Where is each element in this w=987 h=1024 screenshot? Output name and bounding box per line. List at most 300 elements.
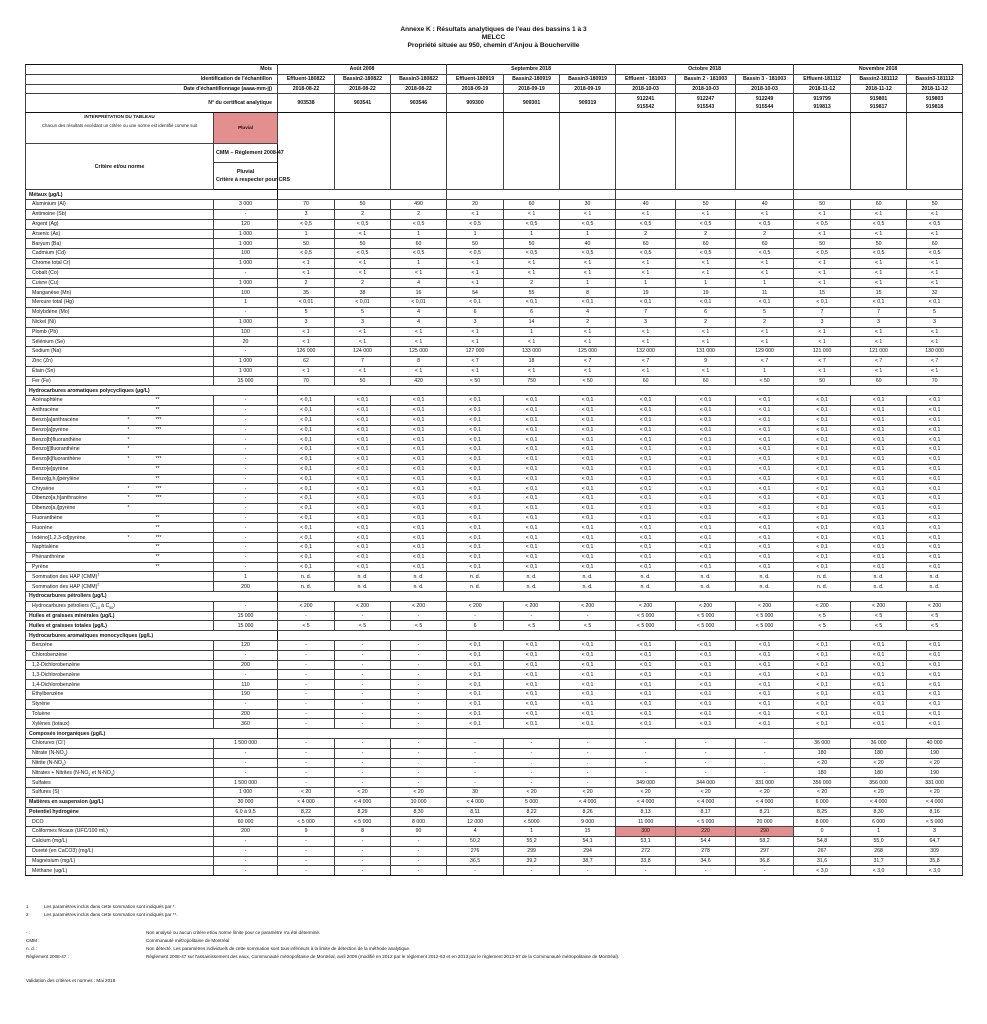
parameter-name-text: Baryum (Ba): [32, 240, 62, 247]
result-value: 331 000: [907, 778, 963, 788]
result-value: < 0,5: [560, 219, 616, 229]
section-header-row: [26, 592, 963, 602]
section-spacer: [616, 592, 794, 602]
result-value: < 5: [794, 621, 851, 631]
result-value: < 1: [794, 268, 851, 278]
result-value: 299: [504, 846, 560, 856]
result-value: n. d.: [616, 572, 676, 582]
result-value: < 1: [907, 278, 963, 288]
result-value: < 0,1: [676, 660, 736, 670]
result-value: -: [278, 641, 335, 651]
result-value: < 0,1: [560, 670, 616, 680]
result-value: -: [391, 768, 447, 778]
result-value: 278: [676, 846, 736, 856]
parameter-name: [26, 670, 214, 680]
result-value: < 1: [278, 337, 335, 347]
result-value: 356 000: [794, 778, 851, 788]
result-value: 39,2: [504, 856, 560, 866]
parameter-name: [26, 641, 214, 651]
subscript: 2: [88, 772, 91, 777]
parameter-name-text: Fluoranthène: [32, 514, 63, 521]
result-value: 129 000: [736, 347, 794, 357]
result-value: 2: [736, 229, 794, 239]
result-value: < 0,1: [736, 513, 794, 523]
result-value: < 0,1: [616, 670, 676, 680]
parameter-name: [26, 768, 214, 778]
result-value: -: [278, 699, 335, 709]
parameter-name-text: Sélénium (Se): [32, 338, 65, 345]
result-value: < 0,1: [736, 552, 794, 562]
result-value: < 0,1: [851, 699, 907, 709]
criterion-value: 1 500 000: [214, 739, 278, 749]
table-row: [26, 719, 963, 729]
parameter-name-text: Nickel (Ni): [32, 319, 56, 326]
definition-term: n. d. :: [26, 946, 38, 951]
footnotes: [26, 903, 178, 919]
sample-id: Effluent-180919: [447, 74, 504, 84]
result-value: 7: [335, 356, 391, 366]
result-value: < 0,1: [335, 503, 391, 513]
footnote-number: 2: [26, 912, 29, 917]
certificate-number-1: 919799: [813, 96, 831, 103]
result-value: < 4 000: [560, 797, 616, 807]
parameter-name: [26, 317, 214, 327]
result-value: < 0,1: [504, 699, 560, 709]
parameter-name-text: 1,2-Dichlorobenzène: [32, 661, 80, 668]
result-value: < 0,5: [907, 249, 963, 259]
result-value: < 0,1: [676, 474, 736, 484]
definition: [26, 945, 619, 953]
section-spacer: [278, 631, 447, 641]
result-value: < 0,5: [851, 249, 907, 259]
result-value: -: [391, 650, 447, 660]
result-value: < 0,1: [447, 680, 504, 690]
result-value: n. d.: [391, 572, 447, 582]
result-value: < 0,1: [391, 435, 447, 445]
result-value: 1: [504, 229, 560, 239]
result-value: < 0,1: [907, 650, 963, 660]
result-value: < 0,1: [616, 454, 676, 464]
result-value: < 1: [278, 366, 335, 376]
criterion-value: -: [214, 494, 278, 504]
result-value: < 0,1: [616, 405, 676, 415]
result-value: < 0,1: [794, 641, 851, 651]
definition: [26, 937, 619, 945]
parameter-name: [26, 454, 128, 464]
result-value: 6: [447, 307, 504, 317]
table-row: [26, 827, 963, 837]
table-row: [26, 503, 963, 513]
result-value: -: [391, 680, 447, 690]
result-value: < 0,1: [560, 699, 616, 709]
superscript: 2: [97, 581, 100, 586]
result-value: -: [335, 768, 391, 778]
result-value: < 0,1: [560, 445, 616, 455]
result-value: < 5 000: [278, 817, 335, 827]
result-value: < 0,1: [794, 709, 851, 719]
result-value: 60: [616, 376, 676, 386]
result-value: -: [504, 778, 560, 788]
result-value: < 0,1: [278, 494, 335, 504]
sampling-date: 2018-08-22: [391, 84, 447, 94]
result-value: 1: [504, 327, 560, 337]
section-title: Potentiel hydrogène: [26, 807, 214, 817]
parameter-name-text: ): [63, 759, 66, 766]
table-row: [26, 474, 963, 484]
result-value: < 0,1: [676, 650, 736, 660]
result-value: < 1: [851, 366, 907, 376]
result-value: 1: [278, 229, 335, 239]
result-value: < 0,1: [447, 435, 504, 445]
definition: [26, 953, 619, 961]
result-value: < 0,1: [391, 405, 447, 415]
criterion-value: 200: [214, 582, 278, 592]
result-value: -: [278, 846, 335, 856]
result-value: < 0,1: [560, 474, 616, 484]
parameter-name-text: ): [65, 750, 68, 757]
result-value: < 0,5: [676, 249, 736, 259]
parameter-name: [26, 288, 214, 298]
result-value: < 0,1: [676, 690, 736, 700]
result-value: < 0,1: [391, 533, 447, 543]
result-value: 31,6: [794, 856, 851, 866]
result-value: < 0,1: [335, 474, 391, 484]
result-value: < 0,1: [335, 454, 391, 464]
parameter-name-text: Sulfates: [32, 779, 51, 786]
result-value: < 0,1: [676, 699, 736, 709]
result-value: -: [447, 768, 504, 778]
section-spacer: [794, 592, 963, 602]
table-row: [26, 739, 963, 749]
result-value: -: [335, 650, 391, 660]
result-value: < 0,1: [504, 396, 560, 406]
certificate-number-1: 912249: [755, 96, 774, 103]
criterion-value: -: [214, 513, 278, 523]
criterion-value: 1 000: [214, 229, 278, 239]
sum-marker-2: [156, 435, 214, 445]
result-value: -: [447, 611, 504, 621]
result-value: < 200: [391, 601, 447, 611]
parameter-name: [26, 817, 214, 827]
result-value: < 0,1: [447, 396, 504, 406]
result-value: < 0,1: [278, 415, 335, 425]
result-value: < 4 000: [676, 797, 736, 807]
result-value: 20 000: [736, 817, 794, 827]
result-value: -: [391, 660, 447, 670]
result-value: 54,4: [676, 836, 736, 846]
parameter-name-text: Sodium (Na): [32, 348, 62, 355]
parameter-name-text: Zinc (Zn): [32, 358, 53, 365]
result-value: 60: [391, 239, 447, 249]
result-value: < 0,1: [335, 396, 391, 406]
result-value: 36,8: [736, 856, 794, 866]
result-value: < 0,1: [794, 670, 851, 680]
result-value: < 0,1: [736, 543, 794, 553]
result-value: 8,26: [560, 807, 616, 817]
result-value: < 0,1: [335, 435, 391, 445]
criterion-value: 100: [214, 288, 278, 298]
table-row: [26, 778, 963, 788]
certificate-number: [391, 94, 447, 113]
result-value: -: [391, 748, 447, 758]
section-spacer: [278, 190, 447, 200]
result-value: 309: [907, 846, 963, 856]
sum-marker-2: **: [156, 464, 214, 474]
pluvial-swatch: Pluvial: [214, 113, 278, 144]
result-value: -: [676, 758, 736, 768]
parameter-name-text: Molybdène (Mo): [32, 309, 70, 316]
result-value: < 0,1: [851, 641, 907, 651]
parameter-name-text: Benzo[a]pyrène: [32, 426, 69, 433]
result-value: < 0,1: [794, 533, 851, 543]
result-value: n. d.: [560, 582, 616, 592]
result-value: < 0,1: [504, 641, 560, 651]
sum-marker-1: *: [128, 503, 156, 513]
parameter-name-text: Hydrocarbures pétroliers (C: [32, 603, 96, 610]
result-value: < 0,1: [736, 484, 794, 494]
sample-id: Bassin3-180919: [560, 74, 616, 84]
result-value: < 0,1: [851, 533, 907, 543]
result-value: < 0,1: [391, 425, 447, 435]
table-row: [26, 415, 963, 425]
table-row: [26, 533, 963, 543]
result-value: 38: [335, 288, 391, 298]
result-value: < 7: [447, 356, 504, 366]
result-value: < 0,1: [335, 405, 391, 415]
parameter-name-text: Chrysène: [32, 485, 55, 492]
definition-term: Règlement 2008-47 :: [26, 954, 69, 959]
sum-marker-2: **: [156, 405, 214, 415]
result-value: 0: [794, 827, 851, 837]
result-value: 180: [794, 768, 851, 778]
result-value: < 0,1: [907, 552, 963, 562]
result-value: < 200: [736, 601, 794, 611]
result-value: < 50: [447, 376, 504, 386]
criteria-label: Critère et/ou norme: [26, 144, 214, 190]
parameter-name: [26, 494, 128, 504]
result-value: 6: [676, 307, 736, 317]
result-value: < 0,1: [335, 543, 391, 553]
result-value: 3: [616, 317, 676, 327]
result-value: < 5 000: [676, 817, 736, 827]
parameter-name-text: Benzo[j]fluoranthène: [32, 446, 80, 453]
criterion-value: 1 000: [214, 366, 278, 376]
result-value: < 7: [907, 356, 963, 366]
result-value: < 0,1: [278, 454, 335, 464]
result-value: 190: [907, 768, 963, 778]
header-row-sample-id: [26, 74, 963, 84]
certificate-number-2: 915544: [755, 104, 774, 111]
result-value: < 1: [391, 366, 447, 376]
parameter-name-text: Chlorures (Cl: [32, 740, 63, 747]
result-value: < 0,1: [504, 405, 560, 415]
result-value: 2: [335, 209, 391, 219]
result-value: < 4 000: [907, 797, 963, 807]
result-value: < 1: [736, 209, 794, 219]
result-value: n. d.: [907, 572, 963, 582]
parameter-name-text: ): [112, 769, 115, 776]
result-value: < 3,0: [794, 866, 851, 876]
result-value: < 0,1: [736, 699, 794, 709]
result-value: n. d.: [335, 572, 391, 582]
result-value: < 0,1: [794, 562, 851, 572]
result-value: < 0,1: [736, 680, 794, 690]
result-value: < 1: [676, 268, 736, 278]
result-value: < 0,1: [676, 405, 736, 415]
result-value: < 0,01: [278, 298, 335, 308]
result-value: < 0,1: [794, 494, 851, 504]
result-value: -: [560, 778, 616, 788]
result-value: < 0,1: [504, 445, 560, 455]
result-value: 3: [335, 317, 391, 327]
result-value: -: [736, 748, 794, 758]
section-header-row: [26, 807, 963, 817]
criterion-value: -: [214, 562, 278, 572]
criterion-value: 6,0 à 9,5: [214, 807, 278, 817]
result-value: < 1: [794, 258, 851, 268]
result-value: < 0,1: [676, 445, 736, 455]
sampling-date: 2018-10-03: [676, 84, 736, 94]
result-value: 1: [560, 229, 616, 239]
sum-marker-2: ***: [156, 425, 214, 435]
result-value: 3: [851, 317, 907, 327]
result-value: 30: [560, 200, 616, 210]
parameter-name-text: Phénanthrène: [32, 554, 65, 561]
validation-note: Validation des critères et normes : Mai 2018: [26, 978, 116, 983]
result-value: 53,1: [616, 836, 676, 846]
parameter-name-text: Anthracène: [32, 407, 59, 414]
result-value: < 0,1: [907, 533, 963, 543]
result-value: 3: [278, 209, 335, 219]
result-value: < 1: [676, 366, 736, 376]
result-value: < 200: [851, 601, 907, 611]
result-value: -: [736, 866, 794, 876]
superscript: -: [62, 738, 64, 743]
result-value: < 1: [794, 337, 851, 347]
sum-marker-2: **: [156, 523, 214, 533]
sampling-date: 2018-10-03: [616, 84, 676, 94]
result-value: 55,0: [851, 836, 907, 846]
result-value: < 0,1: [676, 484, 736, 494]
parameter-name-text: Toluène: [32, 710, 51, 717]
result-value: 60: [907, 239, 963, 249]
result-value: < 1: [736, 268, 794, 278]
result-value: 1: [560, 278, 616, 288]
parameter-name: [26, 788, 214, 798]
result-value: -: [278, 856, 335, 866]
parameter-name-text: Benzène: [32, 642, 53, 649]
result-value: < 4 000: [616, 797, 676, 807]
result-value: < 0,1: [278, 552, 335, 562]
certificate-number: [907, 94, 963, 113]
result-value: < 0,5: [278, 219, 335, 229]
parameter-name: [26, 366, 214, 376]
result-value: < 1: [391, 268, 447, 278]
result-value: < 0,1: [504, 464, 560, 474]
sum-marker-1: [128, 543, 156, 553]
section-header-row: [26, 621, 963, 631]
certificate-number: [447, 94, 504, 113]
criterion-value: -: [214, 552, 278, 562]
sum-marker-2: **: [156, 474, 214, 484]
table-row: [26, 660, 963, 670]
result-value: < 0,1: [504, 454, 560, 464]
result-value: 50,2: [447, 836, 504, 846]
result-value: 50: [335, 376, 391, 386]
result-value: < 0,1: [851, 484, 907, 494]
result-value: 40 000: [907, 739, 963, 749]
result-value: -: [504, 748, 560, 758]
result-value: 6: [447, 621, 504, 631]
result-value: -: [278, 709, 335, 719]
certificate-number-1: 909300: [466, 100, 484, 107]
criterion-value: 360: [214, 719, 278, 729]
result-value: < 5: [560, 621, 616, 631]
result-value: < 1: [616, 209, 676, 219]
result-value: < 0,1: [907, 405, 963, 415]
parameter-name-text: Sommation des HAP (CMM): [32, 573, 98, 580]
certificate-number: [736, 94, 794, 113]
section-spacer: [616, 729, 794, 739]
result-value: < 1: [447, 337, 504, 347]
certificate-number-1: 919803: [925, 96, 944, 103]
criterion-value: -: [214, 699, 278, 709]
result-value: < 0,1: [736, 494, 794, 504]
sum-marker-2: **: [156, 562, 214, 572]
parameter-name: [26, 337, 214, 347]
result-value: < 0,1: [907, 709, 963, 719]
result-value: 30: [447, 788, 504, 798]
result-value: < 0,1: [736, 425, 794, 435]
result-value: < 0,1: [851, 474, 907, 484]
result-value: < 0,1: [278, 484, 335, 494]
definitions: [26, 929, 619, 961]
result-value: n. d.: [794, 572, 851, 582]
result-value: -: [278, 670, 335, 680]
result-value: 1: [391, 258, 447, 268]
result-value: < 0,1: [907, 425, 963, 435]
result-value: < 0,1: [794, 298, 851, 308]
table-row: [26, 484, 963, 494]
parameter-name-text: Sommation des HAP (CMM): [32, 583, 98, 590]
result-value: < 0,1: [504, 719, 560, 729]
parameter-name: [26, 846, 214, 856]
result-value: < 200: [616, 601, 676, 611]
result-value: 15: [560, 827, 616, 837]
sum-marker-1: [128, 562, 156, 572]
result-value: -: [335, 836, 391, 846]
result-value: < 0,1: [391, 474, 447, 484]
table-row: [26, 562, 963, 572]
table-row: [26, 690, 963, 700]
result-value: -: [616, 768, 676, 778]
result-value: < 1: [504, 366, 560, 376]
result-value: 331 000: [736, 778, 794, 788]
criterion-value: 15 000: [214, 611, 278, 621]
result-value: 3: [278, 317, 335, 327]
result-value: < 1: [335, 229, 391, 239]
result-value: -: [447, 748, 504, 758]
result-value: < 0,5: [504, 249, 560, 259]
sum-marker-2: ***: [156, 484, 214, 494]
result-value: 10 000: [391, 797, 447, 807]
parameter-name-text: Cadmium (Cd): [32, 250, 66, 257]
result-value: -: [335, 719, 391, 729]
result-value: < 0,1: [907, 435, 963, 445]
result-value: < 7: [616, 356, 676, 366]
certificate-number: [278, 94, 335, 113]
result-value: < 0,1: [560, 464, 616, 474]
